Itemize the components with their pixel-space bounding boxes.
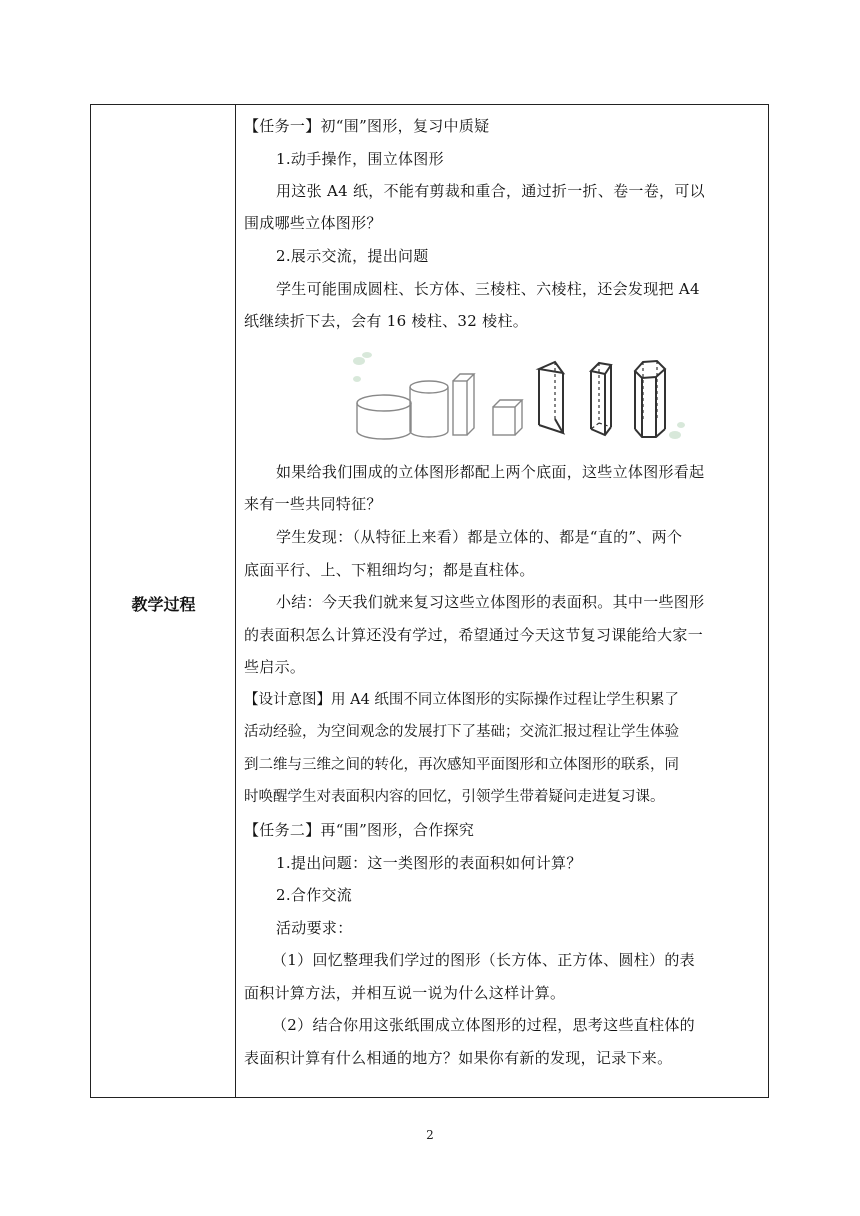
- paragraph-line: 表面积计算有什么相通的地方？如果你有新的发现，记录下来。: [244, 1049, 673, 1067]
- task2-heading: 【任务二】再“围”图形，合作探究: [244, 821, 475, 839]
- design-intent-line: 【设计意图】用 A4 纸围不同立体图形的实际操作过程让学生积累了: [244, 692, 679, 708]
- paragraph-line: 活动经验，为空间观念的发展打下了基础；交流汇报过程让学生体验: [244, 724, 679, 740]
- row-label: 教学过程: [131, 595, 196, 614]
- step-2-heading: 2.展示交流，提出问题: [276, 247, 429, 265]
- summary-line: 小结：今天我们就来复习这些立体图形的表面积。其中一些图形: [276, 593, 705, 611]
- lesson-table: [90, 104, 769, 1098]
- content-cell: [236, 105, 768, 1097]
- paragraph-line: 如果给我们围成的立体图形都配上两个底面，这些立体图形看起: [276, 463, 705, 481]
- paragraph-line: 纸继续折下去，会有 16 棱柱、32 棱柱。: [244, 312, 529, 330]
- square-prism-icon: [591, 363, 611, 435]
- paragraph-line: 底面平行、上、下粗细均匀；都是直柱体。: [244, 561, 535, 579]
- paragraph-line: 学生发现：（从特征上来看）都是立体的、都是“直的”、两个: [276, 528, 683, 546]
- task1-heading: 【任务一】初“围”图形，复习中质疑: [244, 117, 490, 135]
- tall-cylinder-icon: [410, 381, 448, 437]
- paragraph-line: 的表面积怎么计算还没有学过，希望通过今天这节复习课能给大家一: [244, 626, 704, 644]
- requirement-2-line: （2）结合你用这张纸围成立体图形的过程，思考这些直柱体的: [272, 1016, 695, 1034]
- paragraph-line: 面积计算方法，并相互说一说为什么这样计算。: [244, 984, 566, 1002]
- paragraph-line: 来有一些共同特征？: [244, 495, 382, 513]
- step-2-heading: 2.合作交流: [276, 886, 353, 904]
- step-1-heading: 1.提出问题：这一类图形的表面积如何计算？: [276, 854, 582, 872]
- short-cylinder-icon: [357, 395, 411, 439]
- paragraph-line: 围成哪些立体图形？: [244, 214, 382, 232]
- paragraph-line: 时唤醒学生对表面积内容的回忆，引领学生带着疑问走进复习课。: [244, 789, 665, 805]
- cube-icon: [493, 400, 522, 435]
- activity-requirements-label: 活动要求：: [276, 919, 353, 937]
- page-number: 2: [426, 1128, 434, 1142]
- paragraph-line: 些启示。: [244, 658, 306, 676]
- cuboid-icon: [453, 374, 474, 435]
- paragraph-line: 学生可能围成圆柱、长方体、三棱柱、六棱柱，还会发现把 A4: [276, 280, 700, 298]
- triangular-prism-icon: [539, 362, 563, 433]
- hexagonal-prism-icon: [635, 361, 665, 437]
- row-label-cell: [91, 105, 236, 1097]
- solid-shapes-illustration: [353, 349, 687, 449]
- step-1-heading: 1.动手操作，围立体图形: [276, 150, 444, 168]
- paragraph-line: 到二维与三维之间的转化，再次感知平面图形和立体图形的联系，同: [244, 757, 679, 773]
- requirement-1-line: （1）回忆整理我们学过的图形（长方体、正方体、圆柱）的表: [272, 951, 695, 969]
- paragraph-line: 用这张 A4 纸，不能有剪裁和重合，通过折一折、卷一卷，可以: [276, 182, 705, 200]
